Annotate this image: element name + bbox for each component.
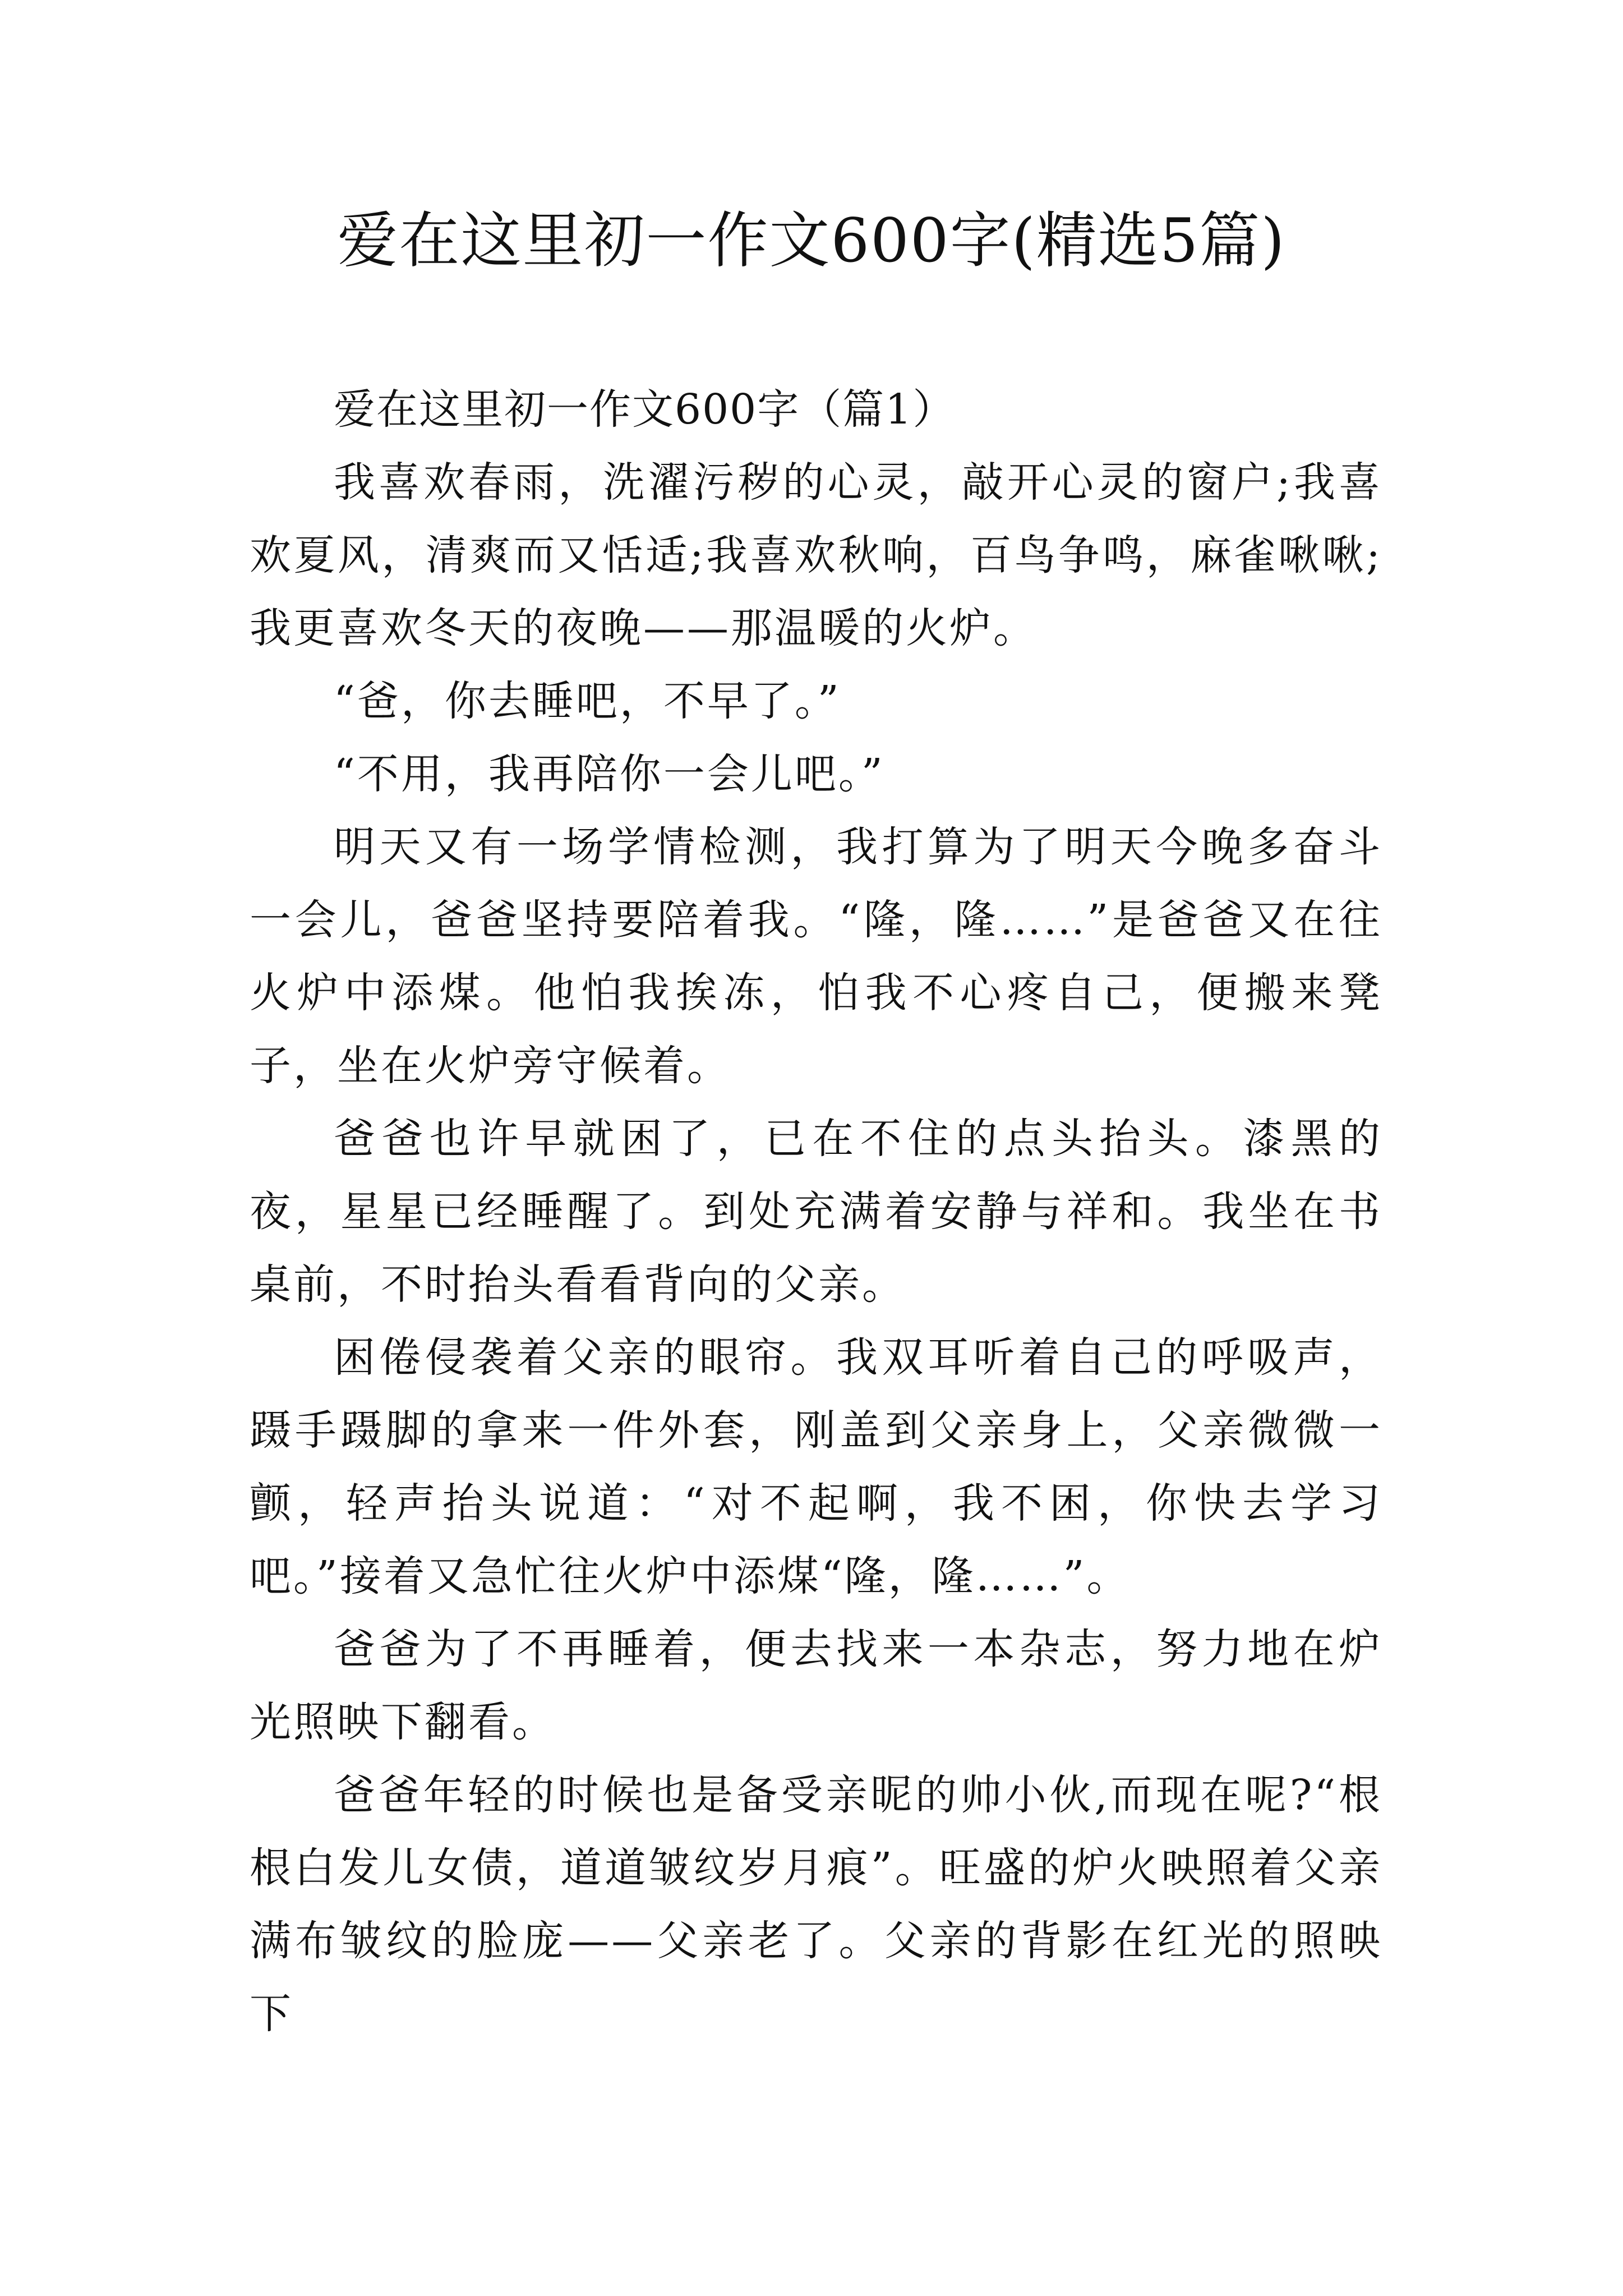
paragraph: “不用，我再陪你一会儿吧。”: [334, 750, 885, 798]
paragraph: 我喜欢春雨，洗濯污秽的心灵，敲开心灵的窗户;我喜欢夏风，清爽而又恬适;我喜欢秋响，百鸟争鸣，麻雀啾啾;我更喜欢冬天的夜晚——那温暖的火炉。: [250, 458, 1382, 652]
paragraph: 明天又有一场学情检测，我打算为了明天今晚多奋斗一会儿，爸爸坚持要陪着我。“隆，隆……”是爸爸又在往火炉中添煤。他怕我挨冻，怕我不心疼自己，便搬来凳子，坐在火炉旁守候着。: [250, 823, 1382, 1090]
paragraph: 爸爸也许早就困了，已在不住的点头抬头。漆黑的夜，星星已经睡醒了。到处充满着安静与祥和。我坐在书桌前，不时抬头看看背向的父亲。: [250, 1115, 1382, 1309]
paragraph: 困倦侵袭着父亲的眼帘。我双耳听着自己的呼吸声，蹑手蹑脚的拿来一件外套，刚盖到父亲身上，父亲微微一颤，轻声抬头说道：“对不起啊，我不困，你快去学习吧。”接着又急忙往火炉中添煤“隆，隆……”。: [250, 1333, 1382, 1600]
paragraph: “爸，你去睡吧，不早了。”: [334, 677, 841, 725]
document-title: 爱在这里初一作文600字(精选5篇): [337, 206, 1286, 276]
document-body: [250, 373, 1382, 2050]
paragraph: 爸爸年轻的时候也是备受亲昵的帅小伙,而现在呢?“根根白发儿女债，道道皱纹岁月痕”。旺盛的炉火映照着父亲满布皱纹的脸庞——父亲老了。父亲的背影在红光的照映下: [250, 1771, 1382, 2038]
paragraph: 爸爸为了不再睡着，便去找来一本杂志，努力地在炉光照映下翻看。: [250, 1625, 1382, 1746]
section-heading: 爱在这里初一作文600字（篇1）: [334, 385, 956, 434]
